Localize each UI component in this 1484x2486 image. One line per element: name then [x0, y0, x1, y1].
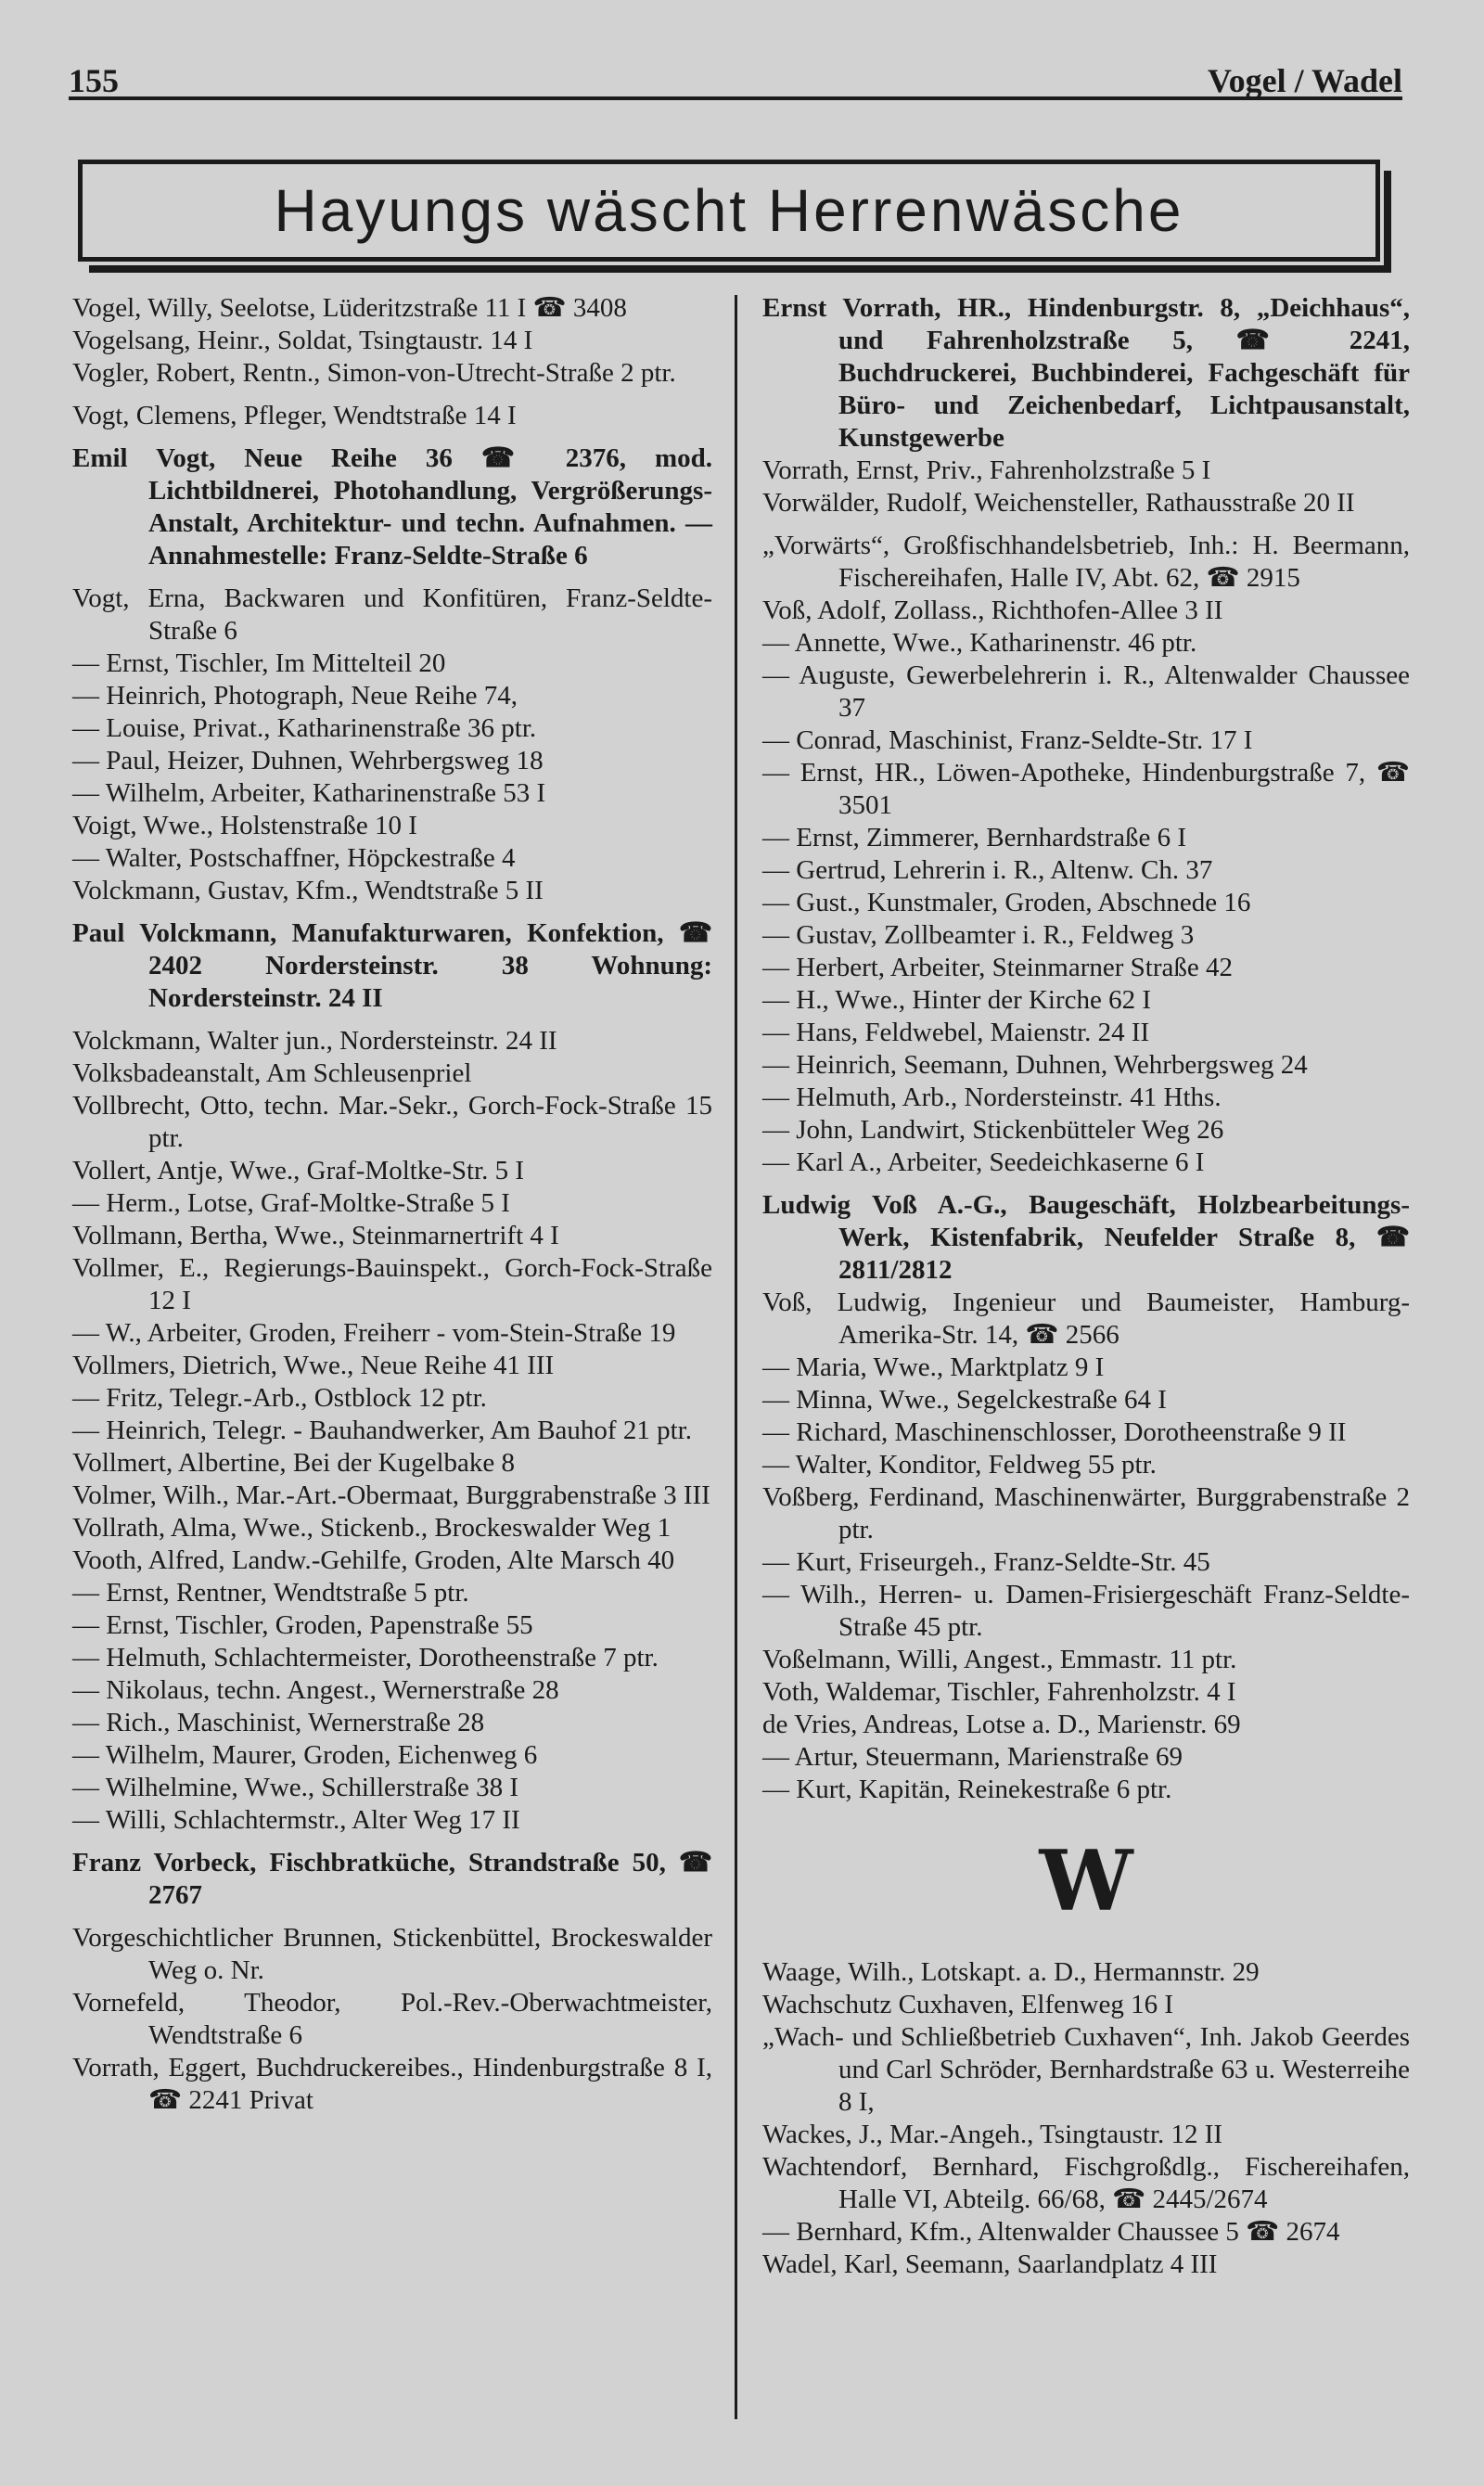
advert-text: Hayungs wäscht Herrenwäsche — [274, 177, 1184, 244]
directory-entry: — Bernhard, Kfm., Altenwalder Chaussee 5 ☎ 2674 — [762, 2217, 1340, 2247]
directory-entry: — Fritz, Telegr.-Arb., Ostblock 12 ptr. — [72, 1383, 487, 1413]
section-letter-w: W — [1039, 1832, 1133, 1930]
directory-entry: Vogler, Robert, Rentn., Simon-von-Utrecht-Straße 2 ptr. — [72, 358, 676, 388]
directory-entry: Volckmann, Walter jun., Nordersteinstr. 24 II — [72, 1026, 557, 1056]
directory-entry: Vogt, Erna, Backwaren und Konfitüren, Franz-Seldte-Straße 6 — [72, 583, 712, 646]
directory-entry: Vorrath, Ernst, Priv., Fahrenholzstraße 5 I — [762, 455, 1211, 485]
directory-entry: — Richard, Maschinenschlosser, Dorotheenstraße 9 II — [762, 1417, 1347, 1447]
right-column-v-entries — [762, 292, 1410, 1806]
directory-entry: — Ernst, Rentner, Wendtstraße 5 ptr. — [72, 1578, 469, 1608]
directory-entry: Vorgeschichtlicher Brunnen, Stickenbüttel, Brockeswalder Weg o. Nr. — [72, 1923, 712, 1985]
directory-entry: — Hans, Feldwebel, Maienstr. 24 II — [762, 1018, 1150, 1047]
directory-entry: — Heinrich, Photograph, Neue Reihe 74, — [72, 681, 518, 711]
running-title: Vogel / Wadel — [1207, 62, 1402, 99]
directory-entry: — Gustav, Zollbeamter i. R., Feldweg 3 — [762, 920, 1195, 950]
directory-entry: — Paul, Heizer, Duhnen, Wehrbergsweg 18 — [72, 746, 544, 775]
directory-entry: Voßelmann, Willi, Angest., Emmastr. 11 ptr. — [762, 1645, 1237, 1674]
directory-entry: Wachschutz Cuxhaven, Elfenweg 16 I — [762, 1990, 1173, 2019]
directory-entry: — Herm., Lotse, Graf-Moltke-Straße 5 I — [72, 1188, 510, 1218]
directory-entry: Vollmer, E., Regierungs-Bauinspekt., Gorch-Fock-Straße 12 I — [72, 1253, 712, 1315]
directory-entry: — Kurt, Kapitän, Reinekestraße 6 ptr. — [762, 1775, 1172, 1804]
directory-entry: — Walter, Postschaffner, Höpckestraße 4 — [72, 843, 516, 873]
directory-entry: Ludwig Voß A.-G., Baugeschäft, Holzbearbeitungs-Werk, Kistenfabrik, Neufelder Straße 8, ☎ 2811/2812 — [762, 1190, 1410, 1285]
directory-entry: — Minna, Wwe., Segelckestraße 64 I — [762, 1385, 1167, 1415]
page-number: 155 — [69, 62, 119, 99]
directory-entry: Volmer, Wilh., Mar.-Art.-Obermaat, Burggrabenstraße 3 III — [72, 1480, 710, 1510]
directory-entry: — W., Arbeiter, Groden, Freiherr - vom-Stein-Straße 19 — [72, 1318, 676, 1348]
directory-entry: — Wilhelm, Arbeiter, Katharinenstraße 53 I — [72, 778, 546, 808]
advert-box — [78, 160, 1380, 262]
directory-entry: — Conrad, Maschinist, Franz-Seldte-Str. 17 I — [762, 725, 1253, 755]
directory-entry: — Heinrich, Telegr. - Bauhandwerker, Am Bauhof 21 ptr. — [72, 1416, 692, 1445]
directory-entry: Franz Vorbeck, Fischbratküche, Strandstraße 50, ☎ 2767 — [72, 1848, 712, 1910]
directory-entry: Volckmann, Gustav, Kfm., Wendtstraße 5 II — [72, 876, 544, 905]
directory-entry: — Ernst, Zimmerer, Bernhardstraße 6 I — [762, 823, 1187, 852]
directory-entry: — Wilh., Herren- u. Damen-Frisiergeschäft Franz-Seldte-Straße 45 ptr. — [762, 1580, 1410, 1642]
directory-entry: Vooth, Alfred, Landw.-Gehilfe, Groden, Alte Marsch 40 — [72, 1545, 675, 1575]
directory-entry: Vorwälder, Rudolf, Weichensteller, Rathausstraße 20 II — [762, 488, 1355, 518]
directory-entry: Voßberg, Ferdinand, Maschinenwärter, Burggrabenstraße 2 ptr. — [762, 1482, 1410, 1544]
directory-entry: — Karl A., Arbeiter, Seedeichkaserne 6 I — [762, 1147, 1205, 1177]
page-header — [69, 39, 1402, 100]
directory-entry: Vollrath, Alma, Wwe., Stickenb., Brockeswalder Weg 1 — [72, 1513, 672, 1543]
directory-entry: Voth, Waldemar, Tischler, Fahrenholzstr. 4 I — [762, 1677, 1236, 1707]
directory-entry: Vornefeld, Theodor, Pol.-Rev.-Oberwachtmeister, Wendtstraße 6 — [72, 1988, 712, 2050]
directory-entry: Wadel, Karl, Seemann, Saarlandplatz 4 III — [762, 2249, 1218, 2279]
directory-entry: — H., Wwe., Hinter der Kirche 62 I — [762, 985, 1152, 1015]
directory-entry: „Vorwärts“, Großfischhandelsbetrieb, Inh.: H. Beermann, Fischereihafen, Halle IV, Abt. 62, ☎ 2915 — [762, 531, 1410, 593]
directory-entry: — Wilhelm, Maurer, Groden, Eichenweg 6 — [72, 1740, 538, 1770]
directory-entry: Vollmann, Bertha, Wwe., Steinmarnertrift 4 I — [72, 1221, 559, 1250]
directory-entry: — Helmuth, Arb., Nordersteinstr. 41 Hths. — [762, 1083, 1222, 1112]
header-rule — [69, 96, 1402, 100]
directory-entry: Volksbadeanstalt, Am Schleusenpriel — [72, 1058, 472, 1088]
column-divider — [735, 295, 737, 2419]
directory-entry: — Ernst, Tischler, Groden, Papenstraße 55 — [72, 1610, 533, 1640]
directory-entry: — Nikolaus, techn. Angest., Wernerstraße 28 — [72, 1675, 559, 1705]
directory-entry: Emil Vogt, Neue Reihe 36 ☎ 2376, mod. Lichtbildnerei, Photohandlung, Vergrößerungs-Anstalt, Architektur- und techn. Aufnahmen. — Annahmestelle: Franz-Seldte-Straße 6 — [72, 443, 712, 570]
directory-entry: Voigt, Wwe., Holstenstraße 10 I — [72, 811, 417, 840]
directory-entry: — Ernst, HR., Löwen-Apotheke, Hindenburgstraße 7, ☎ 3501 — [762, 758, 1410, 820]
directory-entry: Waage, Wilh., Lotskapt. a. D., Hermannstr. 29 — [762, 1957, 1260, 1987]
directory-entry: — Artur, Steuermann, Marienstraße 69 — [762, 1742, 1183, 1772]
directory-entry: — Rich., Maschinist, Wernerstraße 28 — [72, 1708, 485, 1737]
directory-entry: Vollmert, Albertine, Bei der Kugelbake 8 — [72, 1448, 516, 1478]
directory-entry: — Wilhelmine, Wwe., Schillerstraße 38 I — [72, 1773, 518, 1802]
directory-entry: — Heinrich, Seemann, Duhnen, Wehrbergsweg 24 — [762, 1050, 1308, 1080]
directory-entry: Vollert, Antje, Wwe., Graf-Moltke-Str. 5 I — [72, 1156, 525, 1185]
directory-entry: — Gertrud, Lehrerin i. R., Altenw. Ch. 37 — [762, 855, 1213, 885]
directory-entry: Vogelsang, Heinr., Soldat, Tsingtaustr. 14 I — [72, 326, 533, 355]
directory-entry: — Maria, Wwe., Marktplatz 9 I — [762, 1352, 1105, 1382]
directory-entry: Vollmers, Dietrich, Wwe., Neue Reihe 41 III — [72, 1351, 555, 1380]
right-column-w-entries — [762, 1956, 1410, 2281]
directory-entry: — Ernst, Tischler, Im Mittelteil 20 — [72, 648, 446, 678]
directory-entry: „Wach- und Schließbetrieb Cuxhaven“, Inh. Jakob Geerdes und Carl Schröder, Bernhardstraße 63 u. Westerreihe 8 I, — [762, 2022, 1410, 2117]
directory-entry: — Gust., Kunstmaler, Groden, Abschnede 16 — [762, 888, 1251, 917]
directory-entry: Vogel, Willy, Seelotse, Lüderitzstraße 11 I ☎ 3408 — [72, 293, 627, 323]
directory-entry: Wachtendorf, Bernhard, Fischgroßdlg., Fischereihafen, Halle VI, Abteilg. 66/68, ☎ 2445/2674 — [762, 2152, 1410, 2214]
right-column — [762, 292, 1410, 2281]
directory-entry: Paul Volckmann, Manufakturwaren, Konfektion, ☎ 2402 Nordersteinstr. 38 Wohnung: Nordersteinstr. 24 II — [72, 918, 712, 1013]
directory-entry: — Louise, Privat., Katharinenstraße 36 ptr. — [72, 713, 537, 743]
directory-entry: Vollbrecht, Otto, techn. Mar.-Sekr., Gorch-Fock-Straße 15 ptr. — [72, 1091, 712, 1153]
directory-entry: Wackes, J., Mar.-Angeh., Tsingtaustr. 12 II — [762, 2120, 1223, 2149]
directory-entry: — Helmuth, Schlachtermeister, Dorotheenstraße 7 ptr. — [72, 1643, 659, 1672]
directory-entry: — Willi, Schlachtermstr., Alter Weg 17 II — [72, 1805, 520, 1835]
directory-entry: — Auguste, Gewerbelehrerin i. R., Altenwalder Chaussee 37 — [762, 660, 1410, 723]
directory-entry: — Kurt, Friseurgeh., Franz-Seldte-Str. 45 — [762, 1547, 1210, 1577]
directory-entry: — Herbert, Arbeiter, Steinmarner Straße 42 — [762, 953, 1233, 982]
directory-entry: — Walter, Konditor, Feldweg 55 ptr. — [762, 1450, 1157, 1480]
directory-entry: de Vries, Andreas, Lotse a. D., Marienstr. 69 — [762, 1710, 1241, 1739]
directory-entry: Vorrath, Eggert, Buchdruckereibes., Hindenburgstraße 8 I, ☎ 2241 Privat — [72, 2053, 712, 2115]
directory-entry: — Annette, Wwe., Katharinenstr. 46 ptr. — [762, 628, 1197, 658]
left-column — [72, 292, 712, 2117]
directory-entry: Voß, Adolf, Zollass., Richthofen-Allee 3 II — [762, 596, 1223, 625]
directory-entry: — John, Landwirt, Stickenbütteler Weg 26 — [762, 1115, 1224, 1145]
directory-entry: Vogt, Clemens, Pfleger, Wendtstraße 14 I — [72, 401, 517, 430]
directory-entry: Ernst Vorrath, HR., Hindenburgstr. 8, „Deichhaus“, und Fahrenholzstraße 5, ☎ 2241, Buchdruckerei, Buchbinderei, Fachgeschäft für Büro- und Zeichenbedarf, Lichtpausanstalt, Kunstgewerbe — [762, 293, 1410, 453]
directory-entry: Voß, Ludwig, Ingenieur und Baumeister, Hamburg-Amerika-Str. 14, ☎ 2566 — [762, 1288, 1410, 1350]
